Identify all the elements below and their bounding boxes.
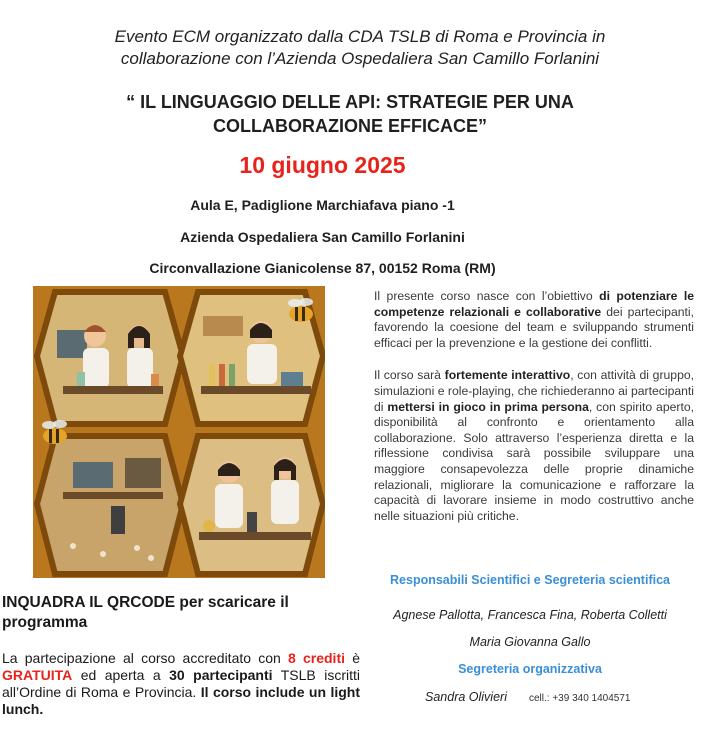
bee-icon (42, 420, 67, 444)
scientific-names-1: Agnese Pallotta, Francesca Fina, Roberta Colletti (393, 608, 667, 622)
intro-text (40, 26, 680, 70)
event-title (30, 90, 670, 138)
participation-info: La partecipazione al corso accreditato con 8 crediti è GRATUITA ed aperta a 30 partecipanti TSLB iscritti all’Ordine di Roma e Provincia. Il corso include un light lunch. (2, 650, 360, 717)
title-line-1: “ IL LINGUAGGIO DELLE API: STRATEGIE PER UNA (126, 92, 574, 112)
description-paragraph-1: Il presente corso nasce con l’obiettivo di potenziare le competenze relazionali e collaborative dei partecipanti, favorendo la coesione del team e sviluppando strumenti efficaci per la prevenzione e la gestione dei conflitti. (374, 289, 695, 350)
scientific-heading: Responsabili Scientifici e Segreteria scientifica (390, 573, 670, 587)
venue-hospital: Azienda Ospedaliera San Camillo Forlanini (180, 229, 465, 245)
title-line-2: COLLABORAZIONE EFFICACE” (213, 116, 487, 136)
intro-line-1: Evento ECM organizzato dalla CDA TSLB di Roma e Provincia in (114, 27, 606, 46)
organizational-contact (425, 690, 705, 704)
honeycomb-lab-illustration (33, 286, 325, 578)
intro-line-2: collaborazione con l’Azienda Ospedaliera San Camillo Forlanini (120, 49, 600, 68)
description-paragraph-2: Il corso sarà fortemente interattivo, con attività di gruppo, simulazioni e role-playing, che richiederanno ai partecipanti di mettersi in gioco in prima persona, con spirito aperto, disponibilità al confronto e orientamento alla collaborazione. Solo attraverso l’esperienza diretta e la riflessione condivisa sarà possibile sviluppare una maggiore consapevolezza delle proprie dinamiche relazionali, migliorare la comunicazione e rafforzare la capacità di lavorare insieme in modo costruttivo anche nelle situazioni più critiche. (374, 368, 695, 523)
organizer-phone: cell.: +39 340 1404571 (528, 693, 631, 704)
bee-icon (288, 298, 313, 322)
venue-room: Aula E, Padiglione Marchiafava piano -1 (190, 197, 455, 213)
venue-address: Circonvallazione Gianicolense 87, 00152 Roma (RM) (149, 260, 496, 276)
course-description (374, 289, 694, 541)
event-date: 10 giugno 2025 (239, 152, 406, 178)
organizational-heading: Segreteria organizzativa (458, 662, 602, 676)
scientific-names-2: Maria Giovanna Gallo (469, 635, 591, 649)
organizer-name: Sandra Olivieri (425, 690, 507, 704)
qrcode-instruction: INQUADRA IL QRCODE per scaricare il programma (2, 594, 289, 631)
